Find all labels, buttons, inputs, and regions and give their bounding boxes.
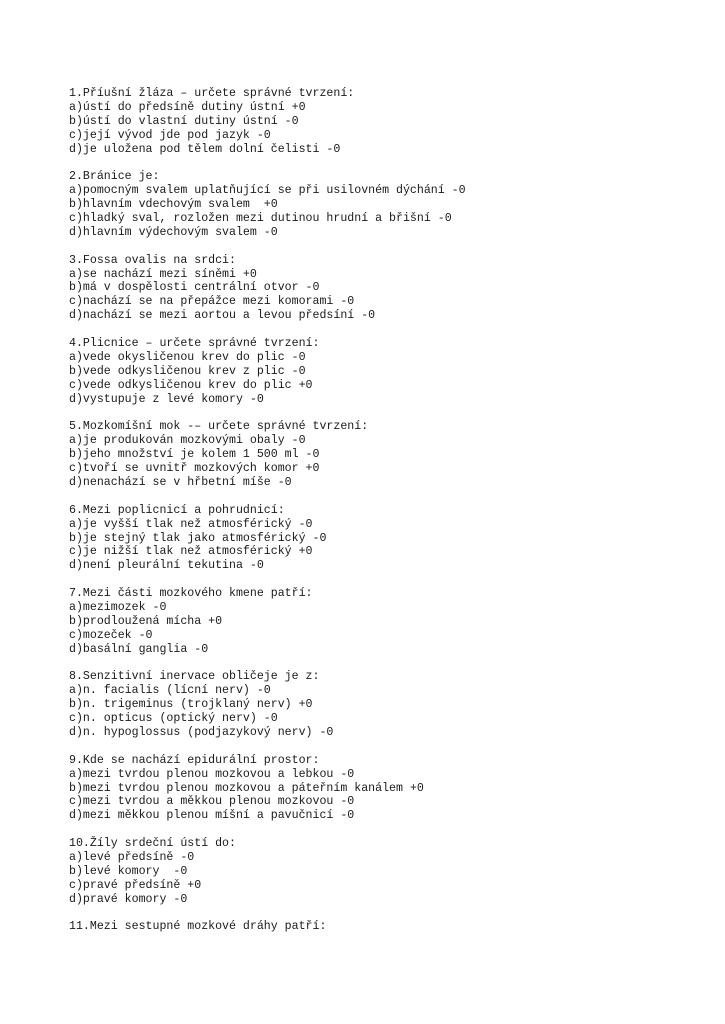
answer-option: a)je produkován mozkovými obaly -0 (69, 434, 306, 448)
question-text: 6.Mezi poplicnicí a pohrudnicí: (69, 503, 285, 517)
answer-option: d)mezi měkkou plenou míšní a pavučnicí -0 (69, 809, 355, 823)
answer-option: c)mezi tvrdou a měkkou plenou mozkovou -0 (69, 795, 355, 809)
question-text: 2.Bránice je: (69, 170, 160, 184)
answer-option: c)její vývod jde pod jazyk -0 (69, 128, 271, 142)
answer-option: b)ústí do vlastní dutiny ústní -0 (69, 114, 299, 128)
answer-option: b)je stejný tlak jako atmosférický -0 (69, 531, 327, 545)
question-text: 4.Plicnice – určete správné tvrzení: (69, 337, 320, 351)
answer-option: b)prodloužená mícha +0 (69, 614, 223, 628)
question-block (69, 670, 709, 739)
question-block (69, 254, 709, 323)
question-text: 5.Mozkomíšní mok -– určete správné tvrzení: (69, 420, 369, 434)
answer-option: d)je uložena pod tělem dolní čelisti -0 (69, 142, 341, 156)
answer-option: a)n. facialis (lícní nerv) -0 (69, 684, 271, 698)
answer-option: b)má v dospělosti centrální otvor -0 (69, 281, 320, 295)
question-block (69, 920, 709, 934)
question-text: 9.Kde se nachází epidurální prostor: (69, 753, 320, 767)
document-page (69, 87, 709, 948)
question-block (69, 170, 709, 239)
answer-option: d)pravé komory -0 (69, 892, 188, 906)
answer-option: c)mozeček -0 (69, 628, 153, 642)
question-block (69, 504, 709, 573)
question-text: 10.Žíly srdeční ústí do: (69, 837, 236, 851)
answer-option: c)vede odkysličenou krev do plic +0 (69, 378, 313, 392)
question-block (69, 420, 709, 489)
answer-option: a)se nachází mezi síněmi +0 (69, 267, 257, 281)
answer-option: a)levé předsíně -0 (69, 850, 195, 864)
question-text: 7.Mezi části mozkového kmene patří: (69, 587, 313, 601)
answer-option: a)mezi tvrdou plenou mozkovou a lebkou -0 (69, 767, 355, 781)
answer-option: d)basální ganglia -0 (69, 642, 209, 656)
question-text: 3.Fossa ovalis na srdci: (69, 253, 236, 267)
answer-option: d)není pleurální tekutina -0 (69, 559, 264, 573)
answer-option: c)tvoří se uvnitř mozkových komor +0 (69, 462, 320, 476)
question-text: 1.Příušní žláza – určete správné tvrzení: (69, 87, 355, 100)
question-block (69, 87, 709, 156)
answer-option: a)mezimozek -0 (69, 600, 167, 614)
answer-option: b)hlavním vdechovým svalem +0 (69, 198, 278, 212)
question-block (69, 587, 709, 656)
answer-option: a)je vyšší tlak než atmosférický -0 (69, 517, 313, 531)
answer-option: c)hladký sval, rozložen mezi dutinou hrudní a břišní -0 (69, 212, 452, 226)
answer-option: b)n. trigeminus (trojklaný nerv) +0 (69, 698, 313, 712)
answer-option: c)n. opticus (optický nerv) -0 (69, 712, 278, 726)
answer-option: c)je nižší tlak než atmosférický +0 (69, 545, 313, 559)
question-block (69, 754, 709, 823)
question-block (69, 337, 709, 406)
answer-option: a)pomocným svalem uplatňující se při usilovném dýchání -0 (69, 184, 466, 198)
question-text: 11.Mezi sestupné mozkové dráhy patří: (69, 920, 327, 934)
question-text: 8.Senzitivní inervace obličeje je z: (69, 670, 320, 684)
answer-option: a)vede okysličenou krev do plic -0 (69, 350, 306, 364)
answer-option: c)nachází se na přepážce mezi komorami -0 (69, 295, 355, 309)
answer-option: b)levé komory -0 (69, 864, 188, 878)
answer-option: d)vystupuje z levé komory -0 (69, 392, 264, 406)
answer-option: c)pravé předsíně +0 (69, 878, 202, 892)
answer-option: d)nenachází se v hřbetní míše -0 (69, 475, 292, 489)
question-block (69, 837, 709, 906)
answer-option: b)mezi tvrdou plenou mozkovou a páteřním kanálem +0 (69, 781, 424, 795)
answer-option: a)ústí do předsíně dutiny ústní +0 (69, 100, 306, 114)
answer-option: d)n. hypoglossus (podjazykový nerv) -0 (69, 725, 334, 739)
answer-option: b)jeho množství je kolem 1 500 ml -0 (69, 448, 320, 462)
answer-option: b)vede odkysličenou krev z plic -0 (69, 364, 306, 378)
answer-option: d)hlavním výdechovým svalem -0 (69, 225, 278, 239)
answer-option: d)nachází se mezi aortou a levou předsíní -0 (69, 309, 376, 323)
